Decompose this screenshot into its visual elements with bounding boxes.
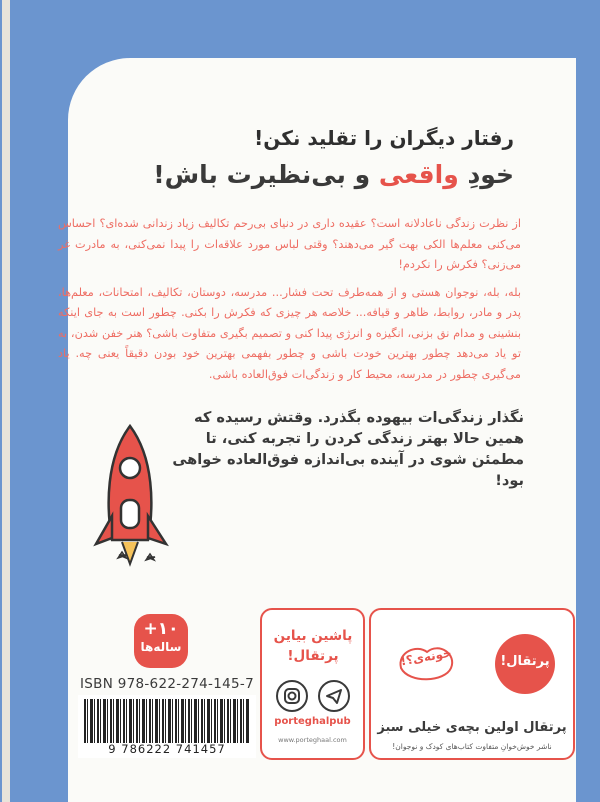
- publisher-box: [369, 608, 575, 760]
- age-badge-number: +۱۰: [143, 619, 179, 639]
- heading-line-1: رفتار دیگران را تقلید نکن!: [254, 126, 514, 150]
- publisher-logo-text: پرتقال!: [500, 654, 550, 669]
- social-prompt-line-2: پرتقال!: [287, 648, 339, 664]
- instagram-icon[interactable]: [276, 680, 308, 712]
- imprint-logo-icon: [393, 638, 459, 686]
- isbn: ISBN 978-622-274-145-7: [80, 676, 254, 692]
- barcode: [78, 695, 256, 758]
- heading-part-2: و بی‌نظیرت باش!: [153, 160, 371, 189]
- blurb: [58, 214, 521, 392]
- blurb-paragraph-1: از نظرت زندگی ناعادلانه است؟ عقیده داری در دنیای بی‌رحم تکالیف زیاد زندانی شده‌ای؟ احساس می‌کنی معلم‌ها الکی بهت گیر می‌دهند؟ وقتی لباس مورد علاقه‌ات را پیدا نمی‌کنی، به مادرت غر می‌زنی؟ فکرش را نکردم!: [58, 217, 521, 271]
- barcode-digits: 9 786222 741457: [108, 742, 226, 756]
- social-prompt: [270, 626, 356, 666]
- rocket-illustration: [88, 418, 188, 576]
- telegram-icon[interactable]: [318, 680, 350, 712]
- social-box: [260, 608, 365, 760]
- publisher-subtitle: ناشر خوش‌خوانِ متفاوت کتاب‌های کودک و نوجوان!: [392, 742, 552, 751]
- heading-line-2: [84, 160, 514, 189]
- age-badge: [134, 614, 188, 668]
- heading-part-1: خودِ: [467, 160, 514, 189]
- imprint-logo-text: خونه‌ی؟!: [399, 645, 453, 669]
- publisher-tagline: پرتقال اولین بچه‌ی خیلی سبز: [377, 720, 567, 735]
- website-link[interactable]: www.porteghaal.com: [278, 736, 347, 744]
- barcode-bars: [84, 699, 250, 743]
- social-prompt-line-1: پاشین بیاین: [273, 628, 353, 644]
- blurb-paragraph-2: بله، بله، نوجوان هستی و از همه‌طرف تحت فشار... مدرسه، دوستان، تکالیف، امتحانات، معلم‌ها، پدر و مادر، روابط، ظاهر و قیافه... خلاصه هر چیزی که فکرش را بکنی. چطور است به جای اینکه بنشینی و مدام نق بزنی، انگیزه و انرژی پیدا کنی و تصمیم بگیری متفاوت باشی؟ هنر خفن شدن، به تو یاد می‌دهد چطور بهترین خودت باشی و چطور بفهمی بهترین خود بودن دقیقاً یعنی چه. یاد می‌گیری چطور در مدرسه، محیط کار و زندگی‌ات فوق‌العاده باشی.: [58, 285, 521, 381]
- orange-logo-icon: [495, 634, 555, 694]
- social-handle[interactable]: porteghalpub: [274, 716, 351, 727]
- publisher-footer: [68, 594, 576, 764]
- age-badge-label: ساله‌ها: [140, 640, 182, 654]
- call-to-action: نگذار زندگی‌ات بیهوده بگذرد. وقتش رسیده که همین حالا بهتر زندگی کردن را تجربه کنی، تا مطمئن شوی در آینده بی‌اندازه فوق‌العاده خواهی بود!: [172, 409, 524, 489]
- heading-highlight: واقعی: [378, 160, 459, 189]
